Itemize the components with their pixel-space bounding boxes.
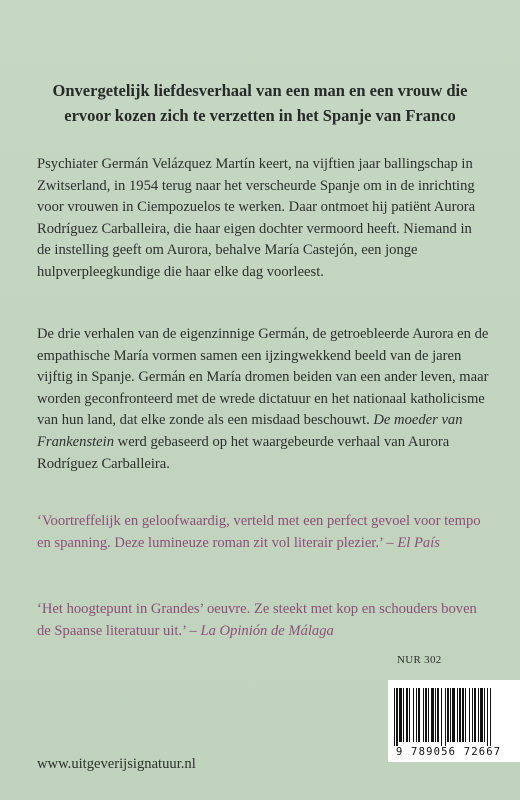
quote-text: ‘Voortreffelijk en geloofwaardig, verteld met een perfect gevoel voor tempo en spanning. Deze lumineuze roman zit vol literair plezier.’ – [37,513,481,551]
review-quote-1 [37,511,489,554]
nur-code: NUR 302 [397,654,442,666]
quote-source: El País [397,534,440,551]
synopsis-text-end: werd gebaseerd op het waargebeurde verhaal van Aurora Rodríguez Carballeira. [37,433,450,472]
book-title: De moeder van Frankenstein [37,412,463,450]
review-quote-2 [37,599,489,642]
publisher-website: www.uitgeverijsignatuur.nl [37,756,196,772]
isbn-number: 9 789056 72667 [396,746,502,758]
quote-text: ‘Het hoogtepunt in Grandes’ oeuvre. Ze steekt met kop en schouders boven de Spaanse literatuur uit.’ – [37,601,477,639]
synopsis-text: De drie verhalen van de eigenzinnige Germán, de getroebleerde Aurora en de empathische María vormen samen een ijzingwekkend beeld van de jaren vijftig in Spanje. Germán en María dromen beiden van een ander leven, maar worden geconfronteerd met de wrede dictatuur en het nationaal katholicisme van hun land, dat elke zonde als een misdaad beschouwt. [37,326,489,429]
synopsis-paragraph-2 [37,324,489,475]
isbn-barcode [388,680,520,762]
synopsis-paragraph-1: Psychiater Germán Velázquez Martín keert, na vijftien jaar ballingschap in Zwitserland, in 1954 terug naar het verscheurde Spanje om in de inrichting voor vrouwen in Ciempozuelos te werken. Daar ontmoet hij patiënt Aurora Rodríguez Carballeira, die haar eigen dochter vermoord heeft. Niemand in de instelling geeft om Aurora, behalve María Castejón, een jonge hulpverpleegkundige die haar elke dag voorleest. [37,156,476,280]
tagline: Onvergetelijk liefdesverhaal van een man en een vrouw die ervoor kozen zich te verzetten in het Spanje van Franco [52,81,468,125]
quote-source: La Opinión de Málaga [200,622,334,639]
barcode-icon [394,688,520,746]
